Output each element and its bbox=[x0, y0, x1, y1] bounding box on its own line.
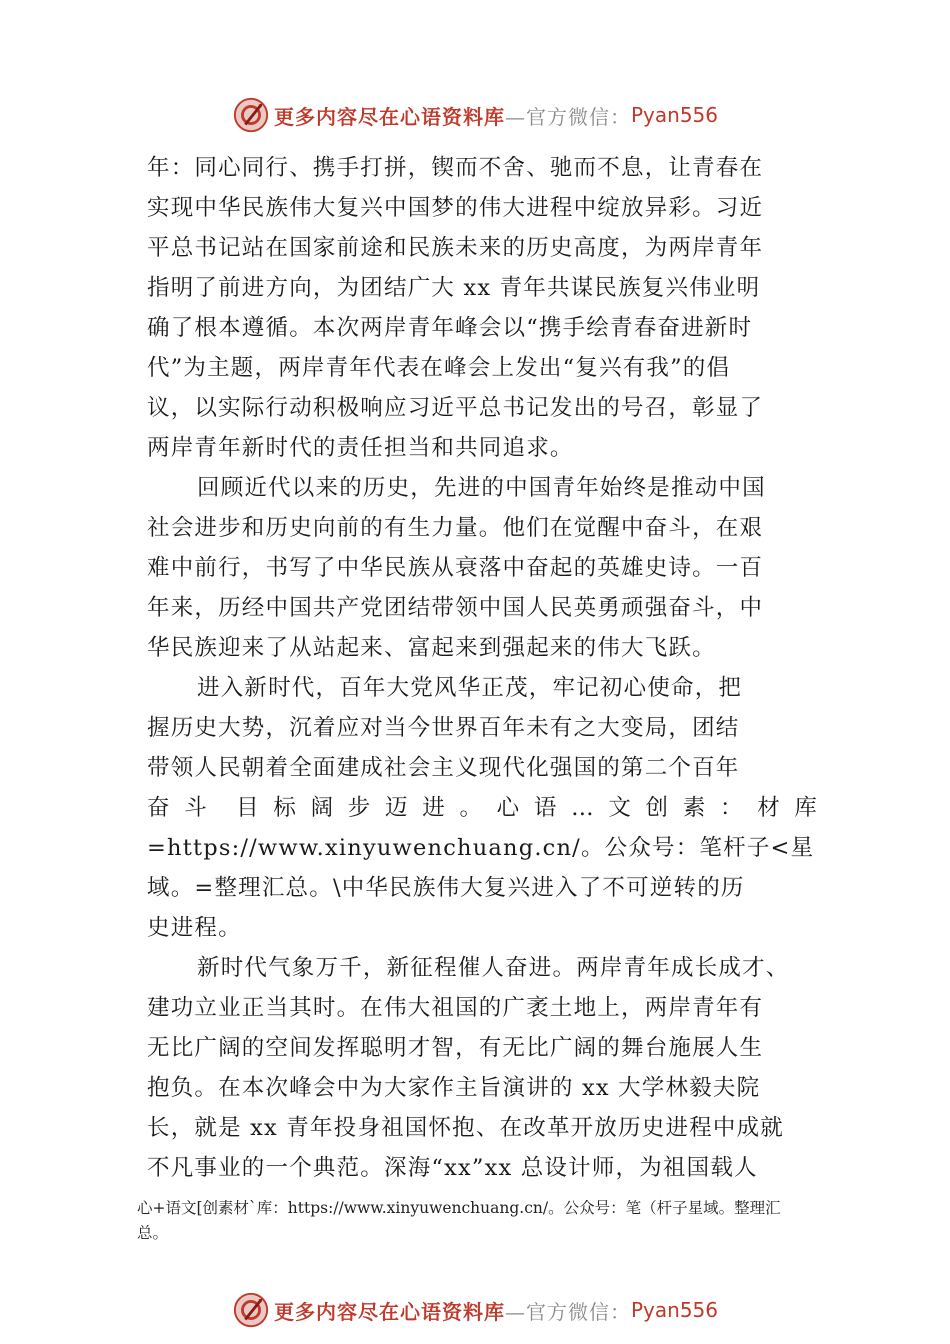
text-line: 平总书记站在国家前途和民族未来的历史高度，为两岸青年 bbox=[147, 235, 764, 261]
char: 语 bbox=[533, 795, 557, 821]
text-line: 无比广阔的空间发挥聪明才智，有无比广阔的舞台施展人生 bbox=[147, 1035, 764, 1061]
text-line-spread bbox=[147, 788, 817, 828]
banner-wechat-id: Pyan556 bbox=[630, 1298, 718, 1322]
char: … bbox=[571, 795, 594, 821]
banner-separator: —官方微信： bbox=[504, 104, 631, 129]
text-line: 不凡事业的一个典范。深海“xx”xx 总设计师，为祖国载人 bbox=[147, 1155, 758, 1181]
paragraph-4 bbox=[147, 948, 817, 1188]
logo-icon bbox=[232, 1291, 270, 1329]
text-line: 指明了前进方向，为团结广大 xx 青年共谋民族复兴伟业明 bbox=[147, 275, 761, 301]
text-line: 华民族迎来了从站起来、富起来到强起来的伟大飞跃。 bbox=[147, 635, 716, 661]
text-line: 进入新时代，百年大党风华正茂，牢记初心使命，把 bbox=[197, 675, 743, 701]
char: 创 bbox=[645, 795, 669, 821]
char: 进 bbox=[422, 795, 445, 821]
char: 奋 bbox=[147, 795, 170, 821]
paragraph-2 bbox=[147, 468, 817, 668]
header-banner bbox=[0, 95, 950, 135]
banner-separator: —官方微信： bbox=[504, 1299, 631, 1324]
char: 迈 bbox=[385, 795, 408, 821]
footnote-line: 心+语文[创素材`库：https://www.xinyuwenchuang.cn/。公众号：笔（杆子星域。整理汇 bbox=[137, 1199, 781, 1217]
text-line: 抱负。在本次峰会中为大家作主旨演讲的 xx 大学林毅夫院 bbox=[147, 1075, 761, 1101]
text-line: 史进程。 bbox=[147, 915, 242, 941]
paragraph-1 bbox=[147, 148, 817, 468]
char: 库 bbox=[794, 795, 817, 821]
text-line: 实现中华民族伟大复兴中国梦的伟大进程中绽放异彩。习近 bbox=[147, 195, 764, 221]
char: 步 bbox=[347, 795, 371, 821]
text-line: =https://www.xinyuwenchuang.cn/。公众号：笔杆子<星 bbox=[147, 835, 815, 861]
document-body bbox=[147, 148, 817, 1188]
text-line: 社会进步和历史向前的有生力量。他们在觉醒中奋斗，在艰 bbox=[147, 515, 764, 541]
char: 材 bbox=[757, 795, 780, 821]
text-line: 域。=整理汇总。\中华民族伟大复兴进入了不可逆转的历 bbox=[147, 875, 745, 901]
char: 斗 bbox=[184, 795, 207, 821]
banner-title: 更多内容尽在心语资料库 bbox=[273, 1299, 505, 1324]
char: 。 bbox=[459, 795, 482, 821]
text-line: 议，以实际行动积极响应习近平总书记发出的号召，彰显了 bbox=[147, 395, 764, 421]
logo-icon bbox=[232, 96, 270, 134]
char: 心 bbox=[496, 795, 520, 821]
text-line: 年来，历经中国共产党团结带领中国人民英勇顽强奋斗，中 bbox=[147, 595, 764, 621]
banner-wechat-id: Pyan556 bbox=[630, 103, 718, 127]
char: 文 bbox=[608, 795, 631, 821]
text-line: 带领人民朝着全面建成社会主义现代化强国的第二个百年 bbox=[147, 755, 740, 781]
footnote-line: 总。 bbox=[137, 1224, 169, 1242]
char: ： bbox=[719, 795, 743, 821]
footnote bbox=[137, 1196, 837, 1246]
char: 标 bbox=[273, 795, 296, 821]
text-line: 年：同心同行、携手打拼，锲而不舍、驰而不息，让青春在 bbox=[147, 155, 764, 181]
text-line: 代”为主题，两岸青年代表在峰会上发出“复兴有我”的倡 bbox=[147, 355, 731, 381]
text-line: 新时代气象万千，新征程催人奋进。两岸青年成长成才、 bbox=[197, 955, 790, 981]
text-line: 回顾近代以来的历史，先进的中国青年始终是推动中国 bbox=[197, 475, 766, 501]
char: 目 bbox=[236, 795, 259, 821]
text-line: 握历史大势，沉着应对当今世界百年未有之大变局，团结 bbox=[147, 715, 740, 741]
banner-title: 更多内容尽在心语资料库 bbox=[273, 104, 505, 129]
text-line: 两岸青年新时代的责任担当和共同追求。 bbox=[147, 435, 574, 461]
char: 素 bbox=[682, 795, 706, 821]
paragraph-3 bbox=[147, 668, 817, 948]
footer-banner bbox=[0, 1290, 950, 1330]
text-line: 长，就是 xx 青年投身祖国怀抱、在改革开放历史进程中成就 bbox=[147, 1115, 784, 1141]
char: 阔 bbox=[310, 795, 334, 821]
text-line: 难中前行，书写了中华民族从衰落中奋起的英雄史诗。一百 bbox=[147, 555, 764, 581]
text-line: 确了根本遵循。本次两岸青年峰会以“携手绘青春奋进新时 bbox=[147, 315, 753, 341]
text-line: 建功立业正当其时。在伟大祖国的广袤土地上，两岸青年有 bbox=[147, 995, 764, 1021]
